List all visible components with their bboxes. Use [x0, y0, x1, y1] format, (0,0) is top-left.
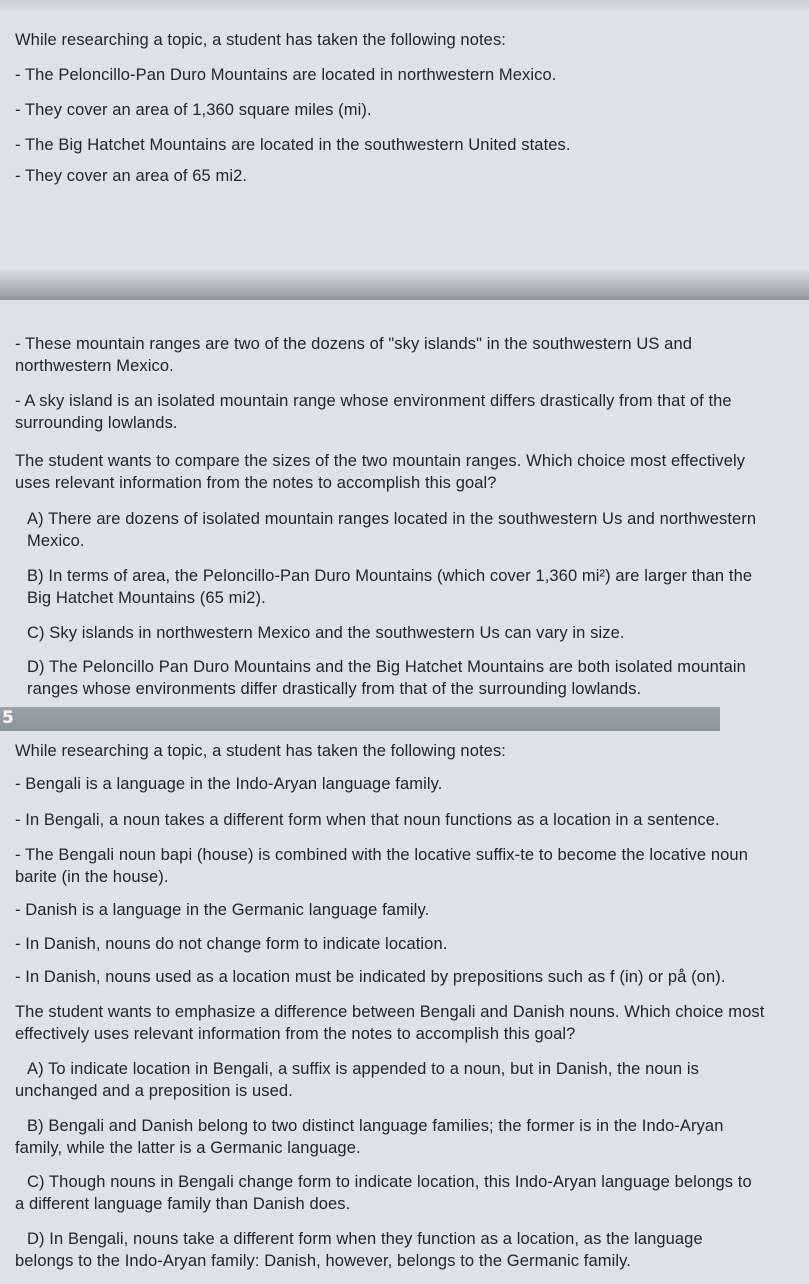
passage2-note: - In Danish, nouns used as a location must be indicated by prepositions such as f (in) or på (on). — [15, 968, 726, 986]
passage1-note: - The Peloncillo-Pan Duro Mountains are located in northwestern Mexico. — [15, 66, 557, 84]
passage1-note: - These mountain ranges are two of the dozens of "sky islands" in the southwestern US and — [15, 335, 693, 353]
passage1-note: surrounding lowlands. — [15, 414, 178, 432]
passage2-question: The student wants to emphasize a difference between Bengali and Danish nouns. Which choice most — [15, 1003, 765, 1021]
passage2-note: barite (in the house). — [15, 868, 169, 886]
answer-choice-b[interactable]: Big Hatchet Mountains (65 mi2). — [27, 589, 266, 607]
answer-choice-d[interactable]: belongs to the Indo-Aryan family: Danish, however, belongs to the Germanic family. — [15, 1252, 631, 1270]
question-number-bar — [0, 707, 720, 731]
answer-choice-d[interactable]: ranges whose environments differ drastically from that of the surrounding lowlands. — [27, 680, 642, 698]
passage2-note: - Danish is a language in the Germanic language family. — [15, 901, 430, 919]
passage2-question: effectively uses relevant information from the notes to accomplish this goal? — [15, 1025, 576, 1043]
answer-choice-b[interactable]: B) Bengali and Danish belong to two distinct language families; the former is in the Indo-Aryan — [27, 1117, 724, 1135]
answer-choice-d[interactable]: D) In Bengali, nouns take a different form when they function as a location, as the language — [27, 1230, 703, 1248]
answer-choice-c[interactable]: a different language family than Danish does. — [15, 1195, 351, 1213]
answer-choice-a[interactable]: A) To indicate location in Bengali, a suffix is appended to a noun, but in Danish, the noun is — [27, 1060, 699, 1078]
passage1-question: The student wants to compare the sizes of the two mountain ranges. Which choice most effectively — [15, 452, 746, 470]
top-edge — [0, 0, 809, 12]
passage2-note: - In Bengali, a noun takes a different form when that noun functions as a location in a sentence. — [15, 811, 720, 829]
passage1-note: - A sky island is an isolated mountain range whose environment differs drastically from that of the — [15, 392, 732, 410]
page-fold-band — [0, 270, 809, 300]
answer-choice-b[interactable]: B) In terms of area, the Peloncillo-Pan Duro Mountains (which cover 1,360 mi²) are larger than the — [27, 567, 753, 585]
passage1-note: - They cover an area of 65 mi2. — [15, 167, 248, 185]
passage2-note: - In Danish, nouns do not change form to indicate location. — [15, 935, 448, 953]
question-number: 5 — [2, 708, 14, 728]
answer-choice-a[interactable]: unchanged and a preposition is used. — [15, 1082, 293, 1100]
answer-choice-a[interactable]: A) There are dozens of isolated mountain ranges located in the southwestern Us and northwestern — [27, 510, 757, 528]
answer-choice-c[interactable]: C) Sky islands in northwestern Mexico and the southwestern Us can vary in size. — [27, 624, 625, 642]
answer-choice-d[interactable]: D) The Peloncillo Pan Duro Mountains and the Big Hatchet Mountains are both isolated mountain — [27, 658, 746, 676]
answer-choice-a[interactable]: Mexico. — [27, 532, 85, 550]
answer-choice-c[interactable]: C) Though nouns in Bengali change form to indicate location, this Indo-Aryan language belongs to — [27, 1173, 752, 1191]
passage1-intro: While researching a topic, a student has taken the following notes: — [15, 31, 506, 49]
passage1-note: northwestern Mexico. — [15, 357, 174, 375]
passage2-intro: While researching a topic, a student has taken the following notes: — [15, 742, 506, 760]
passage1-note: - They cover an area of 1,360 square miles (mi). — [15, 101, 372, 119]
passage2-note: - The Bengali noun bapi (house) is combined with the locative suffix-te to become the locative noun — [15, 846, 748, 864]
passage2-note: - Bengali is a language in the Indo-Aryan language family. — [15, 775, 443, 793]
answer-choice-b[interactable]: family, while the latter is a Germanic language. — [15, 1139, 361, 1157]
passage1-note: - The Big Hatchet Mountains are located in the southwestern United states. — [15, 136, 571, 154]
passage1-question: uses relevant information from the notes to accomplish this goal? — [15, 474, 497, 492]
